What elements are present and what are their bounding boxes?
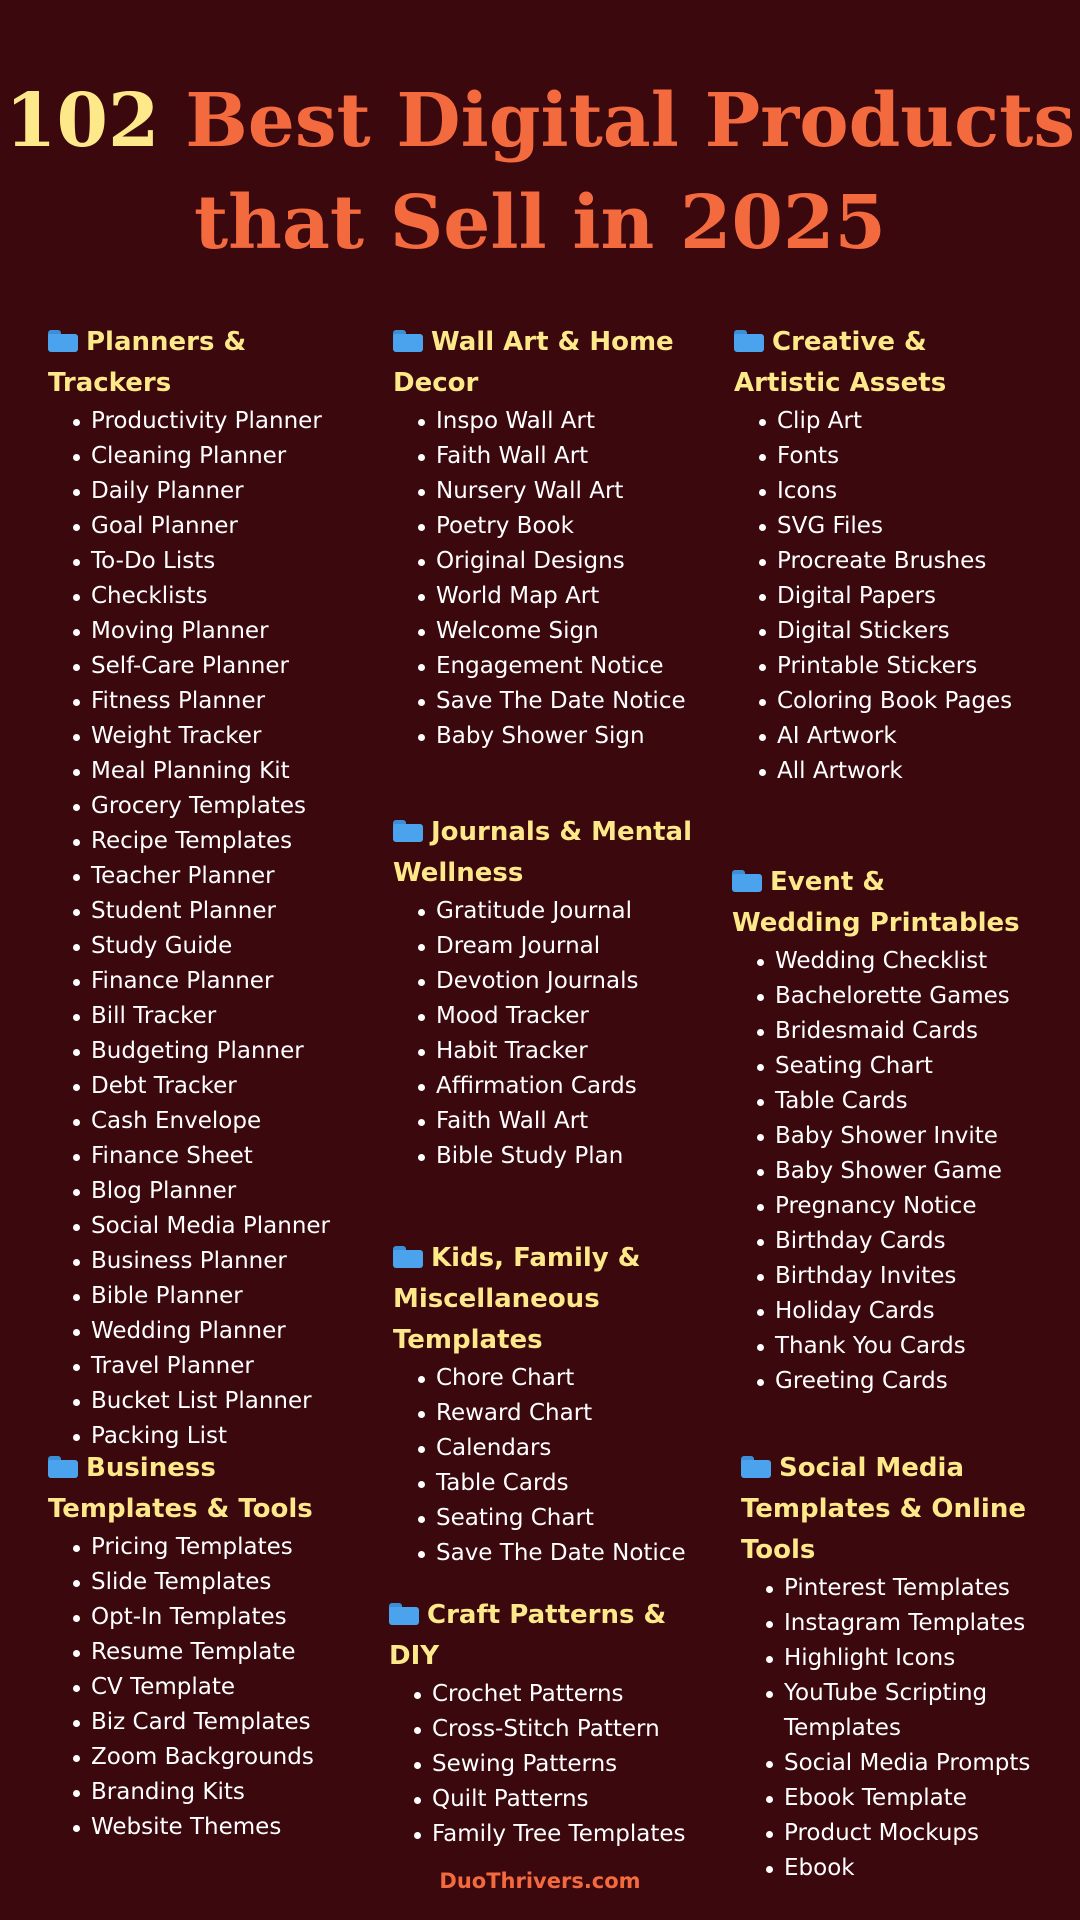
section-social-media [741, 1448, 1041, 1886]
folder-icon [48, 1456, 78, 1478]
item-list [48, 1530, 358, 1845]
section-heading-text: Creative & Artistic Assets [734, 327, 947, 398]
folder-icon [48, 330, 78, 352]
section-heading [48, 1448, 358, 1530]
list-item: Chore Chart [393, 1361, 733, 1396]
item-list [393, 1361, 733, 1571]
list-item: Cross-Stitch Pattern [389, 1712, 719, 1747]
section-heading-text: Kids, Family & Miscellaneous Templates [393, 1243, 641, 1355]
list-item: Gratitude Journal [393, 894, 693, 929]
list-item: Goal Planner [48, 509, 358, 544]
folder-icon [734, 330, 764, 352]
list-item: Opt-In Templates [48, 1600, 358, 1635]
list-item: Inspo Wall Art [393, 404, 693, 439]
list-item: Resume Template [48, 1635, 358, 1670]
list-item: Mood Tracker [393, 999, 693, 1034]
section-craft-patterns [389, 1595, 719, 1852]
list-item: Baby Shower Game [732, 1154, 1022, 1189]
list-item: Calendars [393, 1431, 733, 1466]
list-item: All Artwork [734, 754, 1034, 789]
list-item: Checklists [48, 579, 358, 614]
item-list [734, 404, 1034, 789]
list-item: Table Cards [393, 1466, 733, 1501]
list-item: Cleaning Planner [48, 439, 358, 474]
list-item: Table Cards [732, 1084, 1022, 1119]
list-item: Ebook Template [741, 1781, 1041, 1816]
list-item: Ebook [741, 1851, 1041, 1886]
section-business-templates [48, 1448, 358, 1845]
title-line1-rest: Best Digital Products [185, 78, 1076, 164]
item-list [393, 894, 693, 1174]
list-item: Fitness Planner [48, 684, 358, 719]
list-item: Recipe Templates [48, 824, 358, 859]
list-item: Highlight Icons [741, 1641, 1041, 1676]
title-line2: that Sell in 2025 [193, 180, 886, 266]
list-item: Birthday Invites [732, 1259, 1022, 1294]
list-item: Student Planner [48, 894, 358, 929]
list-item: Bible Planner [48, 1279, 358, 1314]
list-item: Teacher Planner [48, 859, 358, 894]
folder-icon [393, 820, 423, 842]
list-item: Original Designs [393, 544, 693, 579]
list-item: Sewing Patterns [389, 1747, 719, 1782]
list-item: Birthday Cards [732, 1224, 1022, 1259]
page-title [0, 70, 1080, 274]
list-item: Finance Sheet [48, 1139, 358, 1174]
list-item: Faith Wall Art [393, 1104, 693, 1139]
list-item: Study Guide [48, 929, 358, 964]
list-item: SVG Files [734, 509, 1034, 544]
list-item: Save The Date Notice [393, 684, 693, 719]
list-item: Greeting Cards [732, 1364, 1022, 1399]
list-item: Pinterest Templates [741, 1571, 1041, 1606]
list-item: Business Planner [48, 1244, 358, 1279]
item-list [393, 404, 693, 754]
list-item: Fonts [734, 439, 1034, 474]
list-item: Zoom Backgrounds [48, 1740, 358, 1775]
list-item: Baby Shower Sign [393, 719, 693, 754]
list-item: Travel Planner [48, 1349, 358, 1384]
section-heading-text: Event & Wedding Printables [732, 867, 1020, 938]
item-list [48, 404, 358, 1454]
list-item: Quilt Patterns [389, 1782, 719, 1817]
list-item: Wedding Planner [48, 1314, 358, 1349]
list-item: Bachelorette Games [732, 979, 1022, 1014]
list-item: Thank You Cards [732, 1329, 1022, 1364]
list-item: Welcome Sign [393, 614, 693, 649]
section-heading [734, 322, 1034, 404]
folder-icon [389, 1603, 419, 1625]
list-item: Product Mockups [741, 1816, 1041, 1851]
list-item: Seating Chart [732, 1049, 1022, 1084]
list-item: Blog Planner [48, 1174, 358, 1209]
section-wall-art [393, 322, 693, 754]
list-item: Affirmation Cards [393, 1069, 693, 1104]
section-kids-family [393, 1238, 733, 1571]
section-planners-trackers [48, 322, 358, 1454]
list-item: Coloring Book Pages [734, 684, 1034, 719]
list-item: Branding Kits [48, 1775, 358, 1810]
item-list [732, 944, 1022, 1399]
section-heading [393, 322, 693, 404]
list-item: Slide Templates [48, 1565, 358, 1600]
list-item: Nursery Wall Art [393, 474, 693, 509]
list-item: Budgeting Planner [48, 1034, 358, 1069]
list-item: Clip Art [734, 404, 1034, 439]
list-item: Digital Stickers [734, 614, 1034, 649]
section-heading-text: Planners & Trackers [48, 327, 247, 398]
list-item: Save The Date Notice [393, 1536, 733, 1571]
list-item: Printable Stickers [734, 649, 1034, 684]
list-item: Debt Tracker [48, 1069, 358, 1104]
title-number: 102 [4, 78, 160, 164]
list-item: Productivity Planner [48, 404, 358, 439]
section-heading [393, 1238, 733, 1361]
list-item: Icons [734, 474, 1034, 509]
section-creative-assets [734, 322, 1034, 789]
list-item: Bible Study Plan [393, 1139, 693, 1174]
list-item: Procreate Brushes [734, 544, 1034, 579]
list-item: Faith Wall Art [393, 439, 693, 474]
list-item: YouTube Scripting Templates [741, 1676, 1041, 1746]
folder-icon [732, 870, 762, 892]
folder-icon [393, 1246, 423, 1268]
item-list [389, 1677, 719, 1852]
list-item: Instagram Templates [741, 1606, 1041, 1641]
section-heading [393, 812, 693, 894]
footer-brand: DuoThrivers.com [439, 1869, 641, 1893]
list-item: Pricing Templates [48, 1530, 358, 1565]
list-item: Pregnancy Notice [732, 1189, 1022, 1224]
section-heading [741, 1448, 1041, 1571]
section-heading-text: Craft Patterns & DIY [389, 1600, 667, 1671]
list-item: Seating Chart [393, 1501, 733, 1536]
list-item: Baby Shower Invite [732, 1119, 1022, 1154]
list-item: Family Tree Templates [389, 1817, 719, 1852]
list-item: Packing List [48, 1419, 358, 1454]
list-item: Social Media Prompts [741, 1746, 1041, 1781]
list-item: Wedding Checklist [732, 944, 1022, 979]
item-list [741, 1571, 1041, 1886]
list-item: Habit Tracker [393, 1034, 693, 1069]
list-item: Meal Planning Kit [48, 754, 358, 789]
list-item: Engagement Notice [393, 649, 693, 684]
list-item: Dream Journal [393, 929, 693, 964]
list-item: Finance Planner [48, 964, 358, 999]
list-item: Website Themes [48, 1810, 358, 1845]
section-heading [389, 1595, 719, 1677]
list-item: Daily Planner [48, 474, 358, 509]
list-item: Self-Care Planner [48, 649, 358, 684]
list-item: Social Media Planner [48, 1209, 358, 1244]
section-journals [393, 812, 693, 1174]
section-heading-text: Business Templates & Tools [48, 1453, 313, 1524]
list-item: Digital Papers [734, 579, 1034, 614]
list-item: To-Do Lists [48, 544, 358, 579]
list-item: Grocery Templates [48, 789, 358, 824]
list-item: Moving Planner [48, 614, 358, 649]
list-item: Cash Envelope [48, 1104, 358, 1139]
folder-icon [741, 1456, 771, 1478]
list-item: World Map Art [393, 579, 693, 614]
list-item: Weight Tracker [48, 719, 358, 754]
list-item: AI Artwork [734, 719, 1034, 754]
folder-icon [393, 330, 423, 352]
section-heading [732, 862, 1022, 944]
list-item: Holiday Cards [732, 1294, 1022, 1329]
list-item: Reward Chart [393, 1396, 733, 1431]
list-item: Devotion Journals [393, 964, 693, 999]
list-item: Bill Tracker [48, 999, 358, 1034]
list-item: Bucket List Planner [48, 1384, 358, 1419]
section-event-wedding [732, 862, 1022, 1399]
list-item: CV Template [48, 1670, 358, 1705]
list-item: Biz Card Templates [48, 1705, 358, 1740]
list-item: Poetry Book [393, 509, 693, 544]
section-heading-text: Journals & Mental Wellness [393, 817, 692, 888]
list-item: Crochet Patterns [389, 1677, 719, 1712]
section-heading-text: Wall Art & Home Decor [393, 327, 674, 398]
list-item: Bridesmaid Cards [732, 1014, 1022, 1049]
section-heading-text: Social Media Templates & Online Tools [741, 1453, 1026, 1565]
section-heading [48, 322, 358, 404]
